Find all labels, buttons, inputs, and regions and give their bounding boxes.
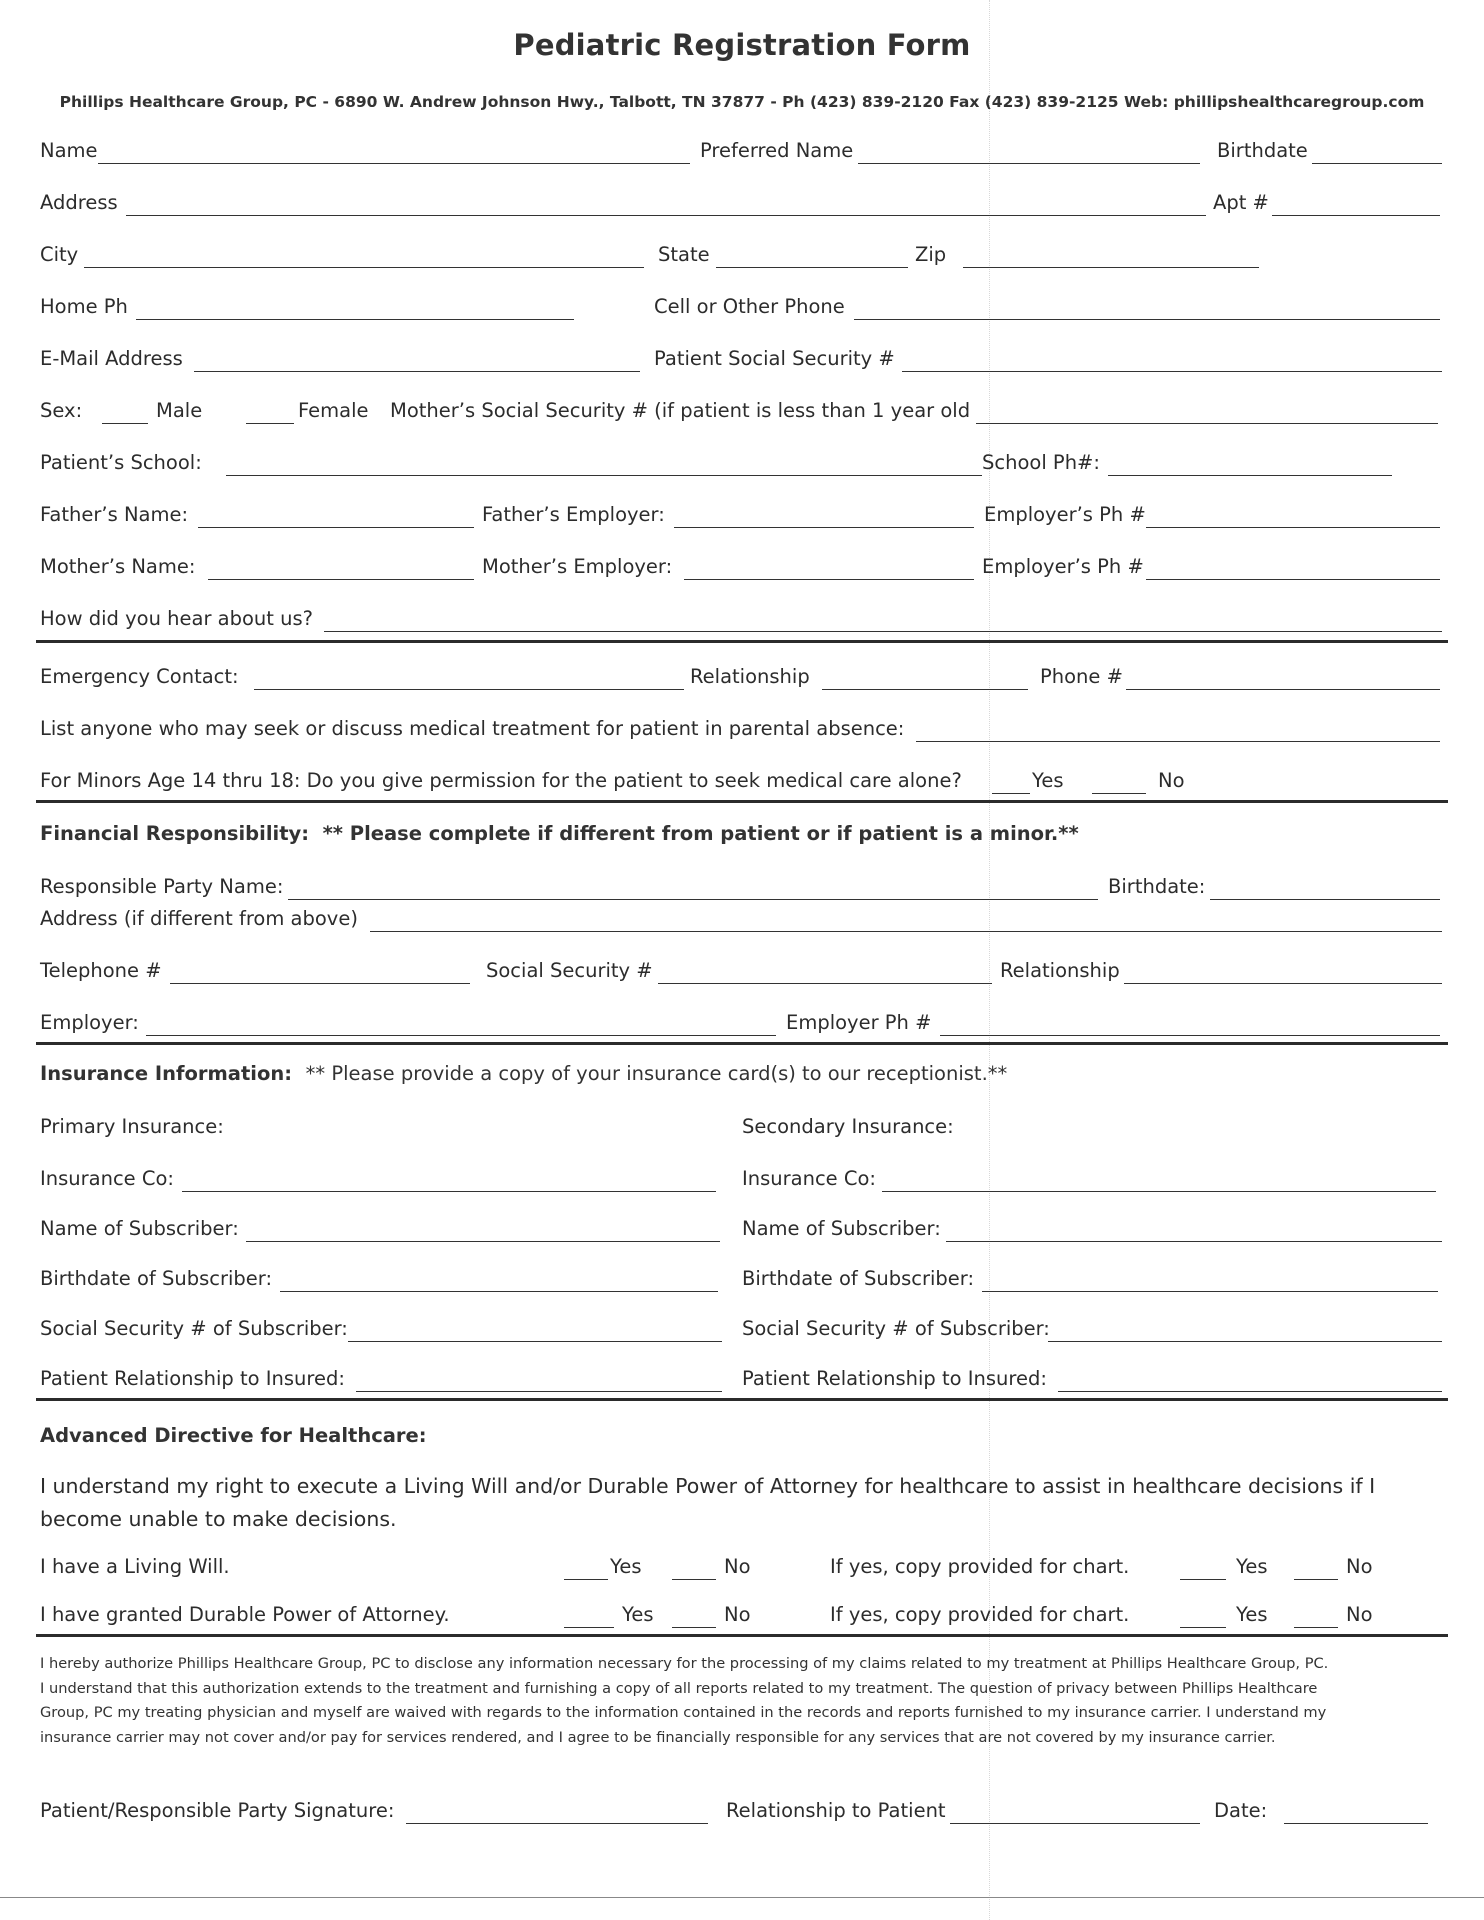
home-phone-label: Home Ph bbox=[40, 295, 128, 318]
section-divider bbox=[36, 640, 1448, 643]
signature-relationship-label: Relationship to Patient bbox=[726, 1799, 946, 1822]
living-will-copy-no-label: No bbox=[1346, 1555, 1373, 1578]
signature-label: Patient/Responsible Party Signature: bbox=[40, 1799, 395, 1822]
school-field[interactable] bbox=[226, 475, 982, 476]
row-phones bbox=[40, 286, 1442, 320]
responsible-relationship-field[interactable] bbox=[1124, 983, 1442, 984]
school-phone-field[interactable] bbox=[1108, 475, 1392, 476]
section-divider bbox=[36, 1398, 1448, 1401]
address-label: Address bbox=[40, 191, 118, 214]
living-will-yes-blank[interactable] bbox=[564, 1579, 608, 1580]
living-will-no-label: No bbox=[724, 1555, 751, 1578]
responsible-employer-field[interactable] bbox=[146, 1035, 776, 1036]
row-emergency-contact bbox=[40, 656, 1442, 690]
primary-insured-relationship-field[interactable] bbox=[356, 1391, 722, 1392]
authorization-line: Group, PC my treating physician and myself are waived with regards to the information contained in the records and reports furnished to my insurance carrier. I understand my bbox=[40, 1704, 1327, 1721]
secondary-insured-relationship-field[interactable] bbox=[1058, 1391, 1442, 1392]
row-responsible-address bbox=[40, 904, 1442, 932]
section-divider bbox=[36, 800, 1448, 803]
state-label: State bbox=[658, 243, 710, 266]
row-city bbox=[40, 234, 1442, 268]
primary-subscriber-ssn-label: Social Security # of Subscriber: bbox=[40, 1317, 348, 1340]
father-employer-label: Father’s Employer: bbox=[482, 503, 665, 526]
cell-phone-label: Cell or Other Phone bbox=[654, 295, 845, 318]
section-divider bbox=[36, 1634, 1448, 1637]
living-will-copy-yes-label: Yes bbox=[1236, 1555, 1268, 1578]
responsible-telephone-label: Telephone # bbox=[40, 959, 162, 982]
patient-ssn-field[interactable] bbox=[902, 371, 1442, 372]
poa-copy-yes-label: Yes bbox=[1236, 1603, 1268, 1626]
poa-label: I have granted Durable Power of Attorney. bbox=[40, 1603, 450, 1626]
row-living-will bbox=[40, 1546, 1442, 1580]
cell-phone-field[interactable] bbox=[854, 319, 1440, 320]
poa-copy-yes-blank[interactable] bbox=[1180, 1627, 1226, 1628]
secondary-subscriber-birthdate-label: Birthdate of Subscriber: bbox=[742, 1267, 975, 1290]
patient-ssn-label: Patient Social Security # bbox=[654, 347, 895, 370]
poa-yes-label: Yes bbox=[622, 1603, 654, 1626]
responsible-relationship-label: Relationship bbox=[1000, 959, 1120, 982]
form-title: Pediatric Registration Form bbox=[513, 28, 971, 62]
mother-name-field[interactable] bbox=[208, 579, 474, 580]
sex-male-label: Male bbox=[156, 399, 203, 422]
secondary-company-label: Insurance Co: bbox=[742, 1167, 876, 1190]
name-label: Name bbox=[40, 139, 98, 162]
page-bottom-rule bbox=[0, 1897, 1484, 1898]
row-subscriber-name bbox=[40, 1208, 1442, 1242]
section-divider bbox=[36, 1042, 1448, 1045]
poa-copy-label: If yes, copy provided for chart. bbox=[830, 1603, 1130, 1626]
row-responsible-party bbox=[40, 866, 1442, 900]
directive-heading-label: Advanced Directive for Healthcare: bbox=[40, 1424, 427, 1447]
poa-copy-no-blank[interactable] bbox=[1294, 1627, 1338, 1628]
row-insured-relationship bbox=[40, 1358, 1442, 1392]
email-field[interactable] bbox=[194, 371, 640, 372]
emergency-relationship-field[interactable] bbox=[822, 689, 1028, 690]
row-signature bbox=[40, 1790, 1442, 1824]
row-responsible-telephone bbox=[40, 950, 1442, 984]
emergency-contact-field[interactable] bbox=[254, 689, 684, 690]
primary-subscriber-name-field[interactable] bbox=[246, 1241, 720, 1242]
responsible-telephone-field[interactable] bbox=[170, 983, 470, 984]
mother-employer-label: Mother’s Employer: bbox=[482, 555, 673, 578]
apt-field[interactable] bbox=[1272, 215, 1440, 216]
financial-heading-note: ** Please complete if different from patient or if patient is a minor.** bbox=[322, 822, 1079, 845]
home-phone-field[interactable] bbox=[136, 319, 574, 320]
living-will-copy-label: If yes, copy provided for chart. bbox=[830, 1555, 1130, 1578]
primary-company-field[interactable] bbox=[182, 1191, 716, 1192]
secondary-subscriber-birthdate-field[interactable] bbox=[982, 1291, 1438, 1292]
primary-subscriber-ssn-field[interactable] bbox=[348, 1341, 722, 1342]
emergency-phone-field[interactable] bbox=[1126, 689, 1440, 690]
zip-field[interactable] bbox=[963, 267, 1259, 268]
signature-field[interactable] bbox=[406, 1823, 708, 1824]
authorization-line: I hereby authorize Phillips Healthcare Group, PC to disclose any information necessary for the processing of my claims related to my treatment at Phillips Healthcare Group, PC. bbox=[40, 1655, 1329, 1672]
responsible-employer-phone-field[interactable] bbox=[940, 1035, 1440, 1036]
sex-male-blank[interactable] bbox=[102, 423, 148, 424]
city-field[interactable] bbox=[84, 267, 644, 268]
father-name-label: Father’s Name: bbox=[40, 503, 189, 526]
row-mother bbox=[40, 546, 1442, 580]
birthdate-field[interactable] bbox=[1312, 163, 1442, 164]
authorization-line: I understand that this authorization extends to the treatment and furnishing a copy of all reports related to my treatment. The question of privacy between Phillips Healthcare bbox=[40, 1679, 1318, 1697]
list-anyone-field[interactable] bbox=[916, 741, 1440, 742]
secondary-subscriber-ssn-field[interactable] bbox=[1048, 1341, 1442, 1342]
email-label: E-Mail Address bbox=[40, 347, 183, 370]
secondary-insurance-label: Secondary Insurance: bbox=[742, 1115, 954, 1138]
father-employer-phone-field[interactable] bbox=[1146, 527, 1440, 528]
row-name bbox=[40, 130, 1442, 164]
poa-yes-blank[interactable] bbox=[564, 1627, 614, 1628]
clinic-contact-line: Phillips Healthcare Group, PC - 6890 W. Andrew Johnson Hwy., Talbott, TN 37877 - Ph (423) 839-2120 Fax (423) 839-2125 Web: phillipshealthcaregroup.com bbox=[59, 93, 1425, 111]
responsible-employer-phone-label: Employer Ph # bbox=[786, 1011, 932, 1034]
row-email bbox=[40, 338, 1442, 372]
emergency-contact-label: Emergency Contact: bbox=[40, 665, 239, 688]
primary-company-label: Insurance Co: bbox=[40, 1167, 174, 1190]
father-employer-field[interactable] bbox=[674, 527, 974, 528]
state-field[interactable] bbox=[716, 267, 908, 268]
primary-insured-relationship-label: Patient Relationship to Insured: bbox=[40, 1367, 345, 1390]
row-sex bbox=[40, 390, 1442, 424]
name-field[interactable] bbox=[98, 163, 690, 164]
responsible-birthdate-label: Birthdate: bbox=[1108, 875, 1206, 898]
mother-name-label: Mother’s Name: bbox=[40, 555, 196, 578]
emergency-relationship-label: Relationship bbox=[690, 665, 810, 688]
row-minors-permission bbox=[40, 760, 1442, 794]
mother-employer-phone-label: Employer’s Ph # bbox=[982, 555, 1144, 578]
primary-subscriber-name-label: Name of Subscriber: bbox=[40, 1217, 239, 1240]
minors-no-blank[interactable] bbox=[1092, 793, 1146, 794]
row-hear-about bbox=[40, 598, 1442, 632]
row-address bbox=[40, 182, 1442, 216]
preferred-name-field[interactable] bbox=[858, 163, 1200, 164]
primary-subscriber-birthdate-label: Birthdate of Subscriber: bbox=[40, 1267, 273, 1290]
signature-relationship-field[interactable] bbox=[950, 1823, 1200, 1824]
responsible-address-label: Address (if different from above) bbox=[40, 907, 358, 930]
mother-employer-phone-field[interactable] bbox=[1146, 579, 1440, 580]
directive-heading bbox=[40, 1424, 427, 1447]
mother-ssn-label: Mother’s Social Security # (if patient is less than 1 year old bbox=[390, 399, 971, 422]
responsible-ssn-label: Social Security # bbox=[486, 959, 653, 982]
row-responsible-employer bbox=[40, 1002, 1442, 1036]
minors-yes-blank[interactable] bbox=[992, 793, 1030, 794]
financial-heading bbox=[40, 822, 1079, 845]
responsible-employer-label: Employer: bbox=[40, 1011, 139, 1034]
row-insurance-company bbox=[40, 1158, 1442, 1192]
insurance-heading-label: Insurance Information: bbox=[40, 1062, 293, 1085]
living-will-copy-yes-blank[interactable] bbox=[1180, 1579, 1226, 1580]
primary-subscriber-birthdate-field[interactable] bbox=[280, 1291, 718, 1292]
poa-no-label: No bbox=[724, 1603, 751, 1626]
signature-date-field[interactable] bbox=[1284, 1823, 1428, 1824]
row-subscriber-birthdate bbox=[40, 1258, 1442, 1292]
directive-text: I understand my right to execute a Living Will and/or Durable Power of Attorney for healthcare to assist in healthcare decisions if I become unable to make decisions. bbox=[40, 1474, 1376, 1531]
secondary-subscriber-ssn-label: Social Security # of Subscriber: bbox=[742, 1317, 1050, 1340]
mother-ssn-field[interactable] bbox=[976, 423, 1438, 424]
row-insurance-type bbox=[40, 1106, 1442, 1140]
sex-female-label: Female bbox=[298, 399, 369, 422]
responsible-birthdate-field[interactable] bbox=[1210, 899, 1440, 900]
school-phone-label: School Ph#: bbox=[982, 451, 1100, 474]
primary-insurance-label: Primary Insurance: bbox=[40, 1115, 224, 1138]
authorization-line: insurance carrier may not cover and/or pay for services rendered, and I agree to be financially responsible for any services that are not covered by my insurance carrier. bbox=[40, 1728, 1276, 1746]
insurance-heading bbox=[40, 1062, 1007, 1085]
school-label: Patient’s School: bbox=[40, 451, 202, 474]
living-will-no-blank[interactable] bbox=[672, 1579, 716, 1580]
minors-no-label: No bbox=[1158, 769, 1185, 792]
emergency-phone-label: Phone # bbox=[1040, 665, 1123, 688]
sex-female-blank[interactable] bbox=[246, 423, 294, 424]
zip-label: Zip bbox=[915, 243, 947, 266]
row-father bbox=[40, 494, 1442, 528]
address-field[interactable] bbox=[126, 215, 1206, 216]
insurance-heading-note: ** Please provide a copy of your insurance card(s) to our receptionist.** bbox=[305, 1062, 1008, 1085]
apt-label: Apt # bbox=[1213, 191, 1269, 214]
signature-date-label: Date: bbox=[1214, 1799, 1268, 1822]
authorization-text bbox=[40, 1652, 1445, 1750]
father-name-field[interactable] bbox=[198, 527, 474, 528]
secondary-subscriber-name-field[interactable] bbox=[946, 1241, 1442, 1242]
secondary-company-field[interactable] bbox=[882, 1191, 1436, 1192]
responsible-address-field[interactable] bbox=[370, 931, 1442, 932]
city-label: City bbox=[40, 243, 79, 266]
living-will-label: I have a Living Will. bbox=[40, 1555, 230, 1578]
secondary-subscriber-name-label: Name of Subscriber: bbox=[742, 1217, 941, 1240]
responsible-ssn-field[interactable] bbox=[658, 983, 992, 984]
hear-about-field[interactable] bbox=[324, 631, 1442, 632]
row-list-anyone bbox=[40, 708, 1442, 742]
row-subscriber-ssn bbox=[40, 1308, 1442, 1342]
birthdate-label: Birthdate bbox=[1217, 139, 1308, 162]
sex-label: Sex: bbox=[40, 399, 83, 422]
row-power-of-attorney bbox=[40, 1594, 1442, 1628]
minors-permission-label: For Minors Age 14 thru 18: Do you give permission for the patient to seek medical care alone? bbox=[40, 769, 962, 792]
living-will-copy-no-blank[interactable] bbox=[1294, 1579, 1338, 1580]
secondary-insured-relationship-label: Patient Relationship to Insured: bbox=[742, 1367, 1047, 1390]
mother-employer-field[interactable] bbox=[684, 579, 974, 580]
financial-heading-label: Financial Responsibility: bbox=[40, 822, 310, 845]
minors-yes-label: Yes bbox=[1032, 769, 1064, 792]
poa-no-blank[interactable] bbox=[672, 1627, 716, 1628]
father-employer-phone-label: Employer’s Ph # bbox=[984, 503, 1146, 526]
responsible-party-label: Responsible Party Name: bbox=[40, 875, 284, 898]
living-will-yes-label: Yes bbox=[610, 1555, 642, 1578]
row-school bbox=[40, 442, 1442, 476]
list-anyone-label: List anyone who may seek or discuss medical treatment for patient in parental absence: bbox=[40, 717, 905, 740]
poa-copy-no-label: No bbox=[1346, 1603, 1373, 1626]
hear-about-label: How did you hear about us? bbox=[40, 607, 313, 630]
responsible-party-field[interactable] bbox=[288, 899, 1098, 900]
preferred-name-label: Preferred Name bbox=[700, 139, 854, 162]
